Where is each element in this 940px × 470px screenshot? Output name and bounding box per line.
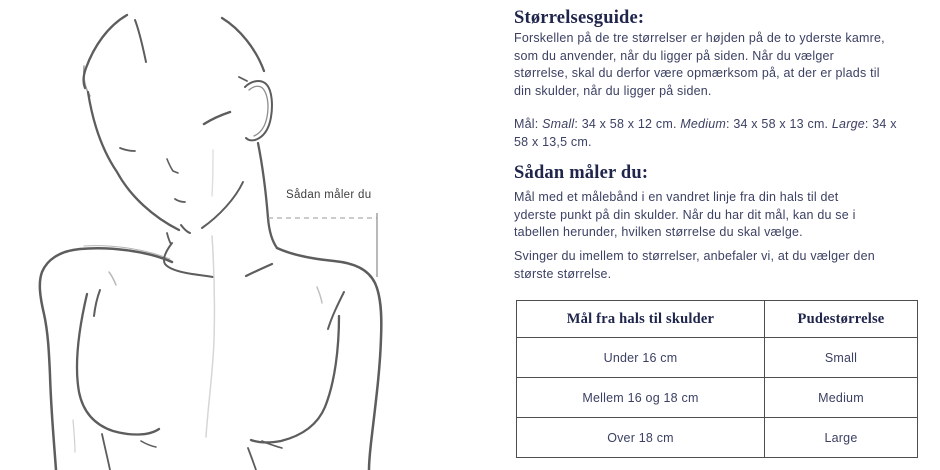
table-cell-measurement: Over 18 cm	[517, 418, 765, 458]
table-cell-size: Small	[765, 338, 918, 378]
how-to-measure-paragraph	[514, 189, 856, 242]
size-table	[516, 300, 918, 458]
table-cell-size: Large	[765, 418, 918, 458]
paragraph-line: største størrelse.	[514, 266, 612, 281]
table-row	[517, 378, 918, 418]
table-cell-size: Medium	[765, 378, 918, 418]
paragraph-line: tabellen herunder, hvilken størrelse du skal vælge.	[514, 225, 803, 239]
paragraph-line: størrelse, skal du derfor være opmærksom på, at der er plads til	[514, 66, 880, 80]
table-row	[517, 338, 918, 378]
how-to-measure-heading: Sådan måler du:	[514, 163, 649, 183]
recommendation-paragraph	[514, 248, 875, 283]
paragraph-line: Svinger du imellem to størrelser, anbefaler vi, at du vælger den	[514, 249, 875, 263]
paragraph-line: som du anvender, når du ligger på siden. Når du vælger	[514, 48, 835, 63]
table-cell-measurement: Mellem 16 og 18 cm	[517, 378, 765, 418]
size-guide-paragraph	[514, 30, 885, 100]
size-guide-heading: Størrelsesguide:	[514, 8, 645, 28]
table-cell-measurement: Under 16 cm	[517, 338, 765, 378]
paragraph-line: Mål med et målebånd i en vandret linje fra din hals til det	[514, 190, 839, 204]
paragraph-line: Forskellen på de tre størrelser er højden på de to yderste kamre,	[514, 31, 885, 45]
measure-annotation-label: Sådan måler du	[286, 189, 372, 201]
table-row	[517, 418, 918, 458]
dimensions-line: Mål: Small: 34 x 58 x 12 cm. Medium: 34 x 58 x 13 cm. Large: 34 x	[514, 117, 897, 131]
dimensions-paragraph	[514, 116, 897, 151]
size-table-header-measurement: Mål fra hals til skulder	[517, 301, 765, 338]
size-table-header-pillow-size: Pudestørrelse	[765, 301, 918, 338]
dimensions-line: 58 x 13,5 cm.	[514, 134, 592, 149]
paragraph-line: yderste punkt på din skulder. Når du har dit mål, kan du se i	[514, 207, 856, 222]
size-table-header-row	[517, 301, 918, 338]
paragraph-line: din skulder, når du ligger på siden.	[514, 83, 712, 98]
